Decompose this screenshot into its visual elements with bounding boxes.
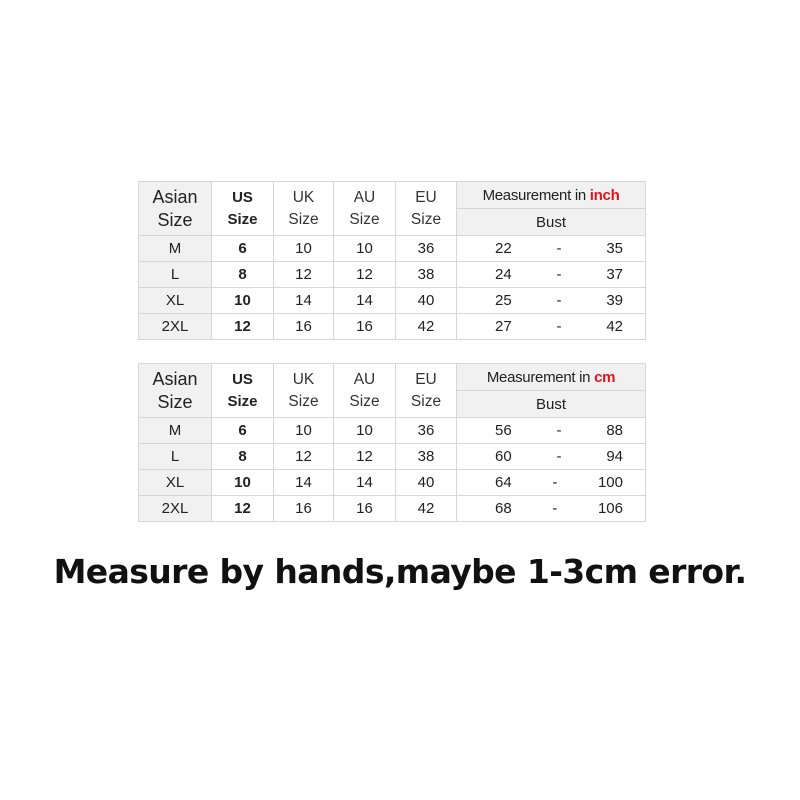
bust-min: 56: [495, 422, 512, 439]
table-row: [139, 314, 646, 340]
au-size-cell: 10: [334, 418, 396, 444]
header-eu-size: EU Size: [396, 182, 457, 236]
au-size-cell: 16: [334, 314, 396, 340]
bust-max: 42: [606, 318, 623, 335]
bust-dash: -: [556, 422, 562, 439]
header-bust: Bust: [457, 209, 646, 236]
eu-size-cell: 40: [396, 470, 457, 496]
bust-max: 100: [597, 474, 623, 491]
au-size-cell: 10: [334, 236, 396, 262]
header-uk-size: UK Size: [274, 364, 334, 418]
asian-size-cell: M: [139, 418, 212, 444]
header-measurement: Measurement in cm: [457, 364, 646, 391]
au-size-cell: 12: [334, 262, 396, 288]
asian-size-cell: L: [139, 262, 212, 288]
au-size-cell: 14: [334, 288, 396, 314]
asian-size-cell: XL: [139, 288, 212, 314]
eu-size-cell: 38: [396, 262, 457, 288]
bust-max: 94: [606, 448, 623, 465]
us-size-cell: 6: [212, 236, 274, 262]
us-size-cell: 12: [212, 314, 274, 340]
uk-size-cell: 10: [274, 236, 334, 262]
bust-max: 39: [606, 292, 623, 309]
asian-size-cell: L: [139, 444, 212, 470]
unit-label: cm: [594, 368, 616, 386]
asian-size-cell: XL: [139, 470, 212, 496]
au-size-cell: 12: [334, 444, 396, 470]
bust-max: 88: [606, 422, 623, 439]
bust-dash: -: [556, 292, 562, 309]
bust-min: 27: [495, 318, 512, 335]
uk-size-cell: 14: [274, 470, 334, 496]
bust-min: 25: [495, 292, 512, 309]
bust-min: 24: [495, 266, 512, 283]
bust-max: 37: [606, 266, 623, 283]
bust-range-cell: [457, 288, 646, 314]
au-size-cell: 14: [334, 470, 396, 496]
header-us-size: US Size: [212, 182, 274, 236]
asian-size-cell: 2XL: [139, 496, 212, 522]
asian-size-cell: 2XL: [139, 314, 212, 340]
us-size-cell: 10: [212, 288, 274, 314]
bust-max: 35: [606, 240, 623, 257]
header-au-size: AU Size: [334, 182, 396, 236]
uk-size-cell: 12: [274, 444, 334, 470]
bust-range-cell: [457, 444, 646, 470]
table-row: [139, 496, 646, 522]
eu-size-cell: 38: [396, 444, 457, 470]
eu-size-cell: 42: [396, 314, 457, 340]
header-au-size: AU Size: [334, 364, 396, 418]
us-size-cell: 6: [212, 418, 274, 444]
header-uk-size: UK Size: [274, 182, 334, 236]
table-row: [139, 418, 646, 444]
header-eu-size: EU Size: [396, 364, 457, 418]
header-us-size: US Size: [212, 364, 274, 418]
bust-dash: -: [556, 318, 562, 335]
us-size-cell: 8: [212, 262, 274, 288]
bust-range-cell: [457, 314, 646, 340]
uk-size-cell: 12: [274, 262, 334, 288]
bust-min: 64: [495, 474, 512, 491]
uk-size-cell: 14: [274, 288, 334, 314]
bust-dash: -: [552, 474, 558, 491]
unit-label: inch: [589, 186, 620, 204]
header-asian-size: Asian Size: [139, 364, 212, 418]
asian-size-cell: M: [139, 236, 212, 262]
eu-size-cell: 36: [396, 236, 457, 262]
au-size-cell: 16: [334, 496, 396, 522]
eu-size-cell: 40: [396, 288, 457, 314]
bust-range-cell: [457, 496, 646, 522]
bust-range-cell: [457, 470, 646, 496]
bust-dash: -: [552, 500, 558, 517]
us-size-cell: 8: [212, 444, 274, 470]
size-table-inch: [138, 181, 646, 340]
bust-range-cell: [457, 418, 646, 444]
eu-size-cell: 42: [396, 496, 457, 522]
table-row: [139, 262, 646, 288]
uk-size-cell: 16: [274, 314, 334, 340]
bust-dash: -: [556, 448, 562, 465]
header-measurement: Measurement in inch: [457, 182, 646, 209]
table-row: [139, 470, 646, 496]
bust-range-cell: [457, 262, 646, 288]
bust-min: 22: [495, 240, 512, 257]
uk-size-cell: 16: [274, 496, 334, 522]
table-row: [139, 288, 646, 314]
us-size-cell: 10: [212, 470, 274, 496]
table-row: [139, 444, 646, 470]
header-asian-size: Asian Size: [139, 182, 212, 236]
header-bust: Bust: [457, 391, 646, 418]
bust-min: 60: [495, 448, 512, 465]
measurement-note: Measure by hands,maybe 1-3cm error.: [53, 552, 747, 591]
us-size-cell: 12: [212, 496, 274, 522]
table-row: [139, 236, 646, 262]
bust-max: 106: [597, 500, 623, 517]
bust-min: 68: [495, 500, 512, 517]
uk-size-cell: 10: [274, 418, 334, 444]
bust-range-cell: [457, 236, 646, 262]
bust-dash: -: [556, 240, 562, 257]
size-table-cm: [138, 363, 646, 522]
eu-size-cell: 36: [396, 418, 457, 444]
bust-dash: -: [556, 266, 562, 283]
